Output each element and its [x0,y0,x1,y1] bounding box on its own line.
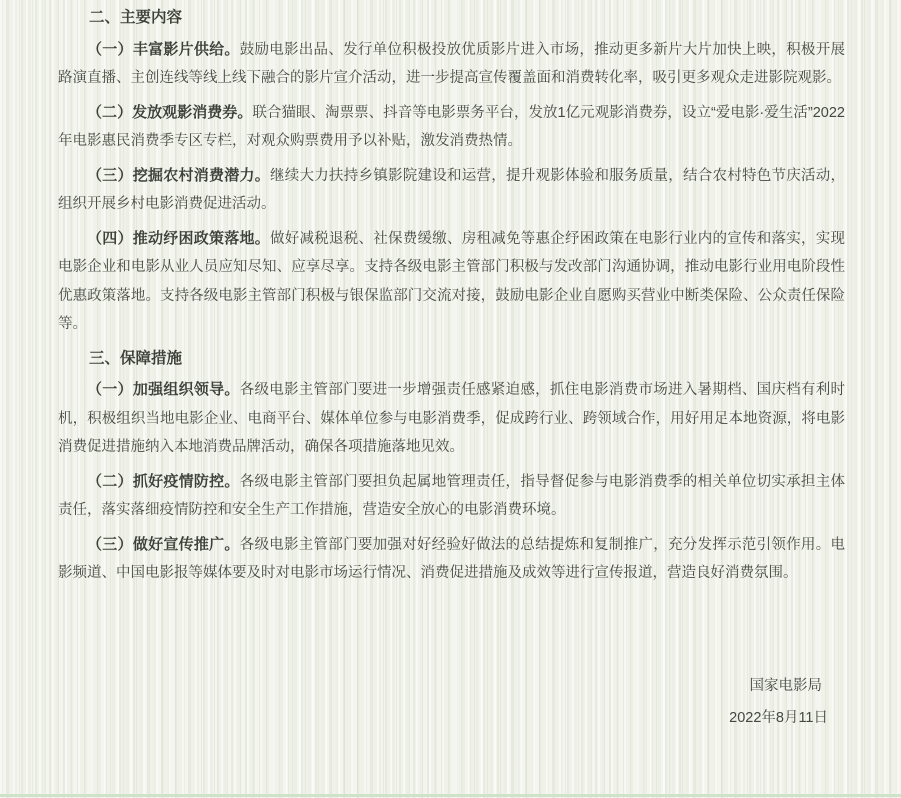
paragraph-title: 抓好疫情防控。 [132,472,240,490]
section-heading-main-content: 二、主要内容 [89,9,183,26]
paragraph-text: 各级电影主管部门要担负起属地管理责任，指导督促参与电影消费季的相关单位切实承担主体责任，落实落细疫情防控和安全生产工作措施，营造安全放心的电影消费环境。 [58,473,845,518]
paragraph-label: （三） [87,166,133,184]
paragraph-epidemic-control [58,468,845,525]
paragraph-consumption-coupons [58,99,845,156]
paragraph-publicity [58,531,845,588]
paragraph-label: （四） [87,229,133,247]
paragraph-label: （二） [87,472,133,490]
section-heading-safeguards: 三、保障措施 [89,349,183,367]
paragraph-title: 发放观影消费券。 [132,103,253,121]
signature-date: 2022年8月11日 [729,709,828,726]
paragraph-text: 各级电影主管部门要进一步增强责任感紧迫感，抓住电影消费市场进入暑期档、国庆档有利时机，积极组织当地电影企业、电商平台、媒体单位参与电影消费季，促成跨行业、跨领域合作，用好用足本地资源，将电影消费促进措施纳入本地消费品牌活动，确保各项措施落地见效。 [58,382,845,455]
paragraph-text: 鼓励电影出品、发行单位积极投放优质影片进入市场，推动更多新片大片加快上映，积极开展路演直播、主创连线等线上线下融合的影片宣介活动，进一步提高宣传覆盖面和消费转化率，吸引更多观众走进影院观影。 [58,41,845,86]
paragraph-relief-policies [58,225,845,339]
paragraph-label: （一） [87,40,133,58]
paragraph-title: 加强组织领导。 [132,381,240,398]
paragraph-film-supply [58,36,845,93]
paragraph-label: （二） [87,103,133,121]
paragraph-text: 各级电影主管部门要加强对好经验好做法的总结提炼和复制推广，充分发挥示范引领作用。电影频道、中国电影报等媒体要及时对电影市场运行情况、消费促进措施及成效等进行宣传报道，营造良好消费氛围。 [58,536,845,581]
paragraph-organization [58,376,845,462]
paragraph-title: 推动纾困政策落地。 [132,229,270,247]
paragraph-title: 挖掘农村消费潜力。 [132,166,270,184]
paragraph-text: 继续大力扶持乡镇影院建设和运营，提升观影体验和服务质量，结合农村特色节庆活动，组织开展乡村电影消费促进活动。 [58,167,845,212]
paragraph-title: 丰富影片供给。 [132,40,240,58]
paragraph-label: （三） [87,535,133,553]
signature-issuer: 国家电影局 [749,677,822,694]
paragraph-title: 做好宣传推广。 [132,535,240,553]
signature-block [58,670,845,734]
paragraph-label: （一） [87,381,133,398]
document-body [58,4,845,734]
paragraph-text: 做好减税退税、社保费缓缴、房租减免等惠企纾困政策在电影行业内的宣传和落实，实现电影企业和电影从业人员应知尽知、应享尽享。支持各级电影主管部门积极与发改部门沟通协调，推动电影行业用电阶段性优惠政策落地。支持各级电影主管部门积极与银保监部门交流对接，鼓励电影企业自愿购买营业中断类保险、公众责任保险等。 [58,230,845,332]
paragraph-text: 联合猫眼、淘票票、抖音等电影票务平台，发放1亿元观影消费券，设立“爱电影·爱生活”2022年电影惠民消费季专区专栏，对观众购票费用予以补贴，激发消费热情。 [58,104,845,149]
paragraph-rural-consumption [58,162,845,219]
